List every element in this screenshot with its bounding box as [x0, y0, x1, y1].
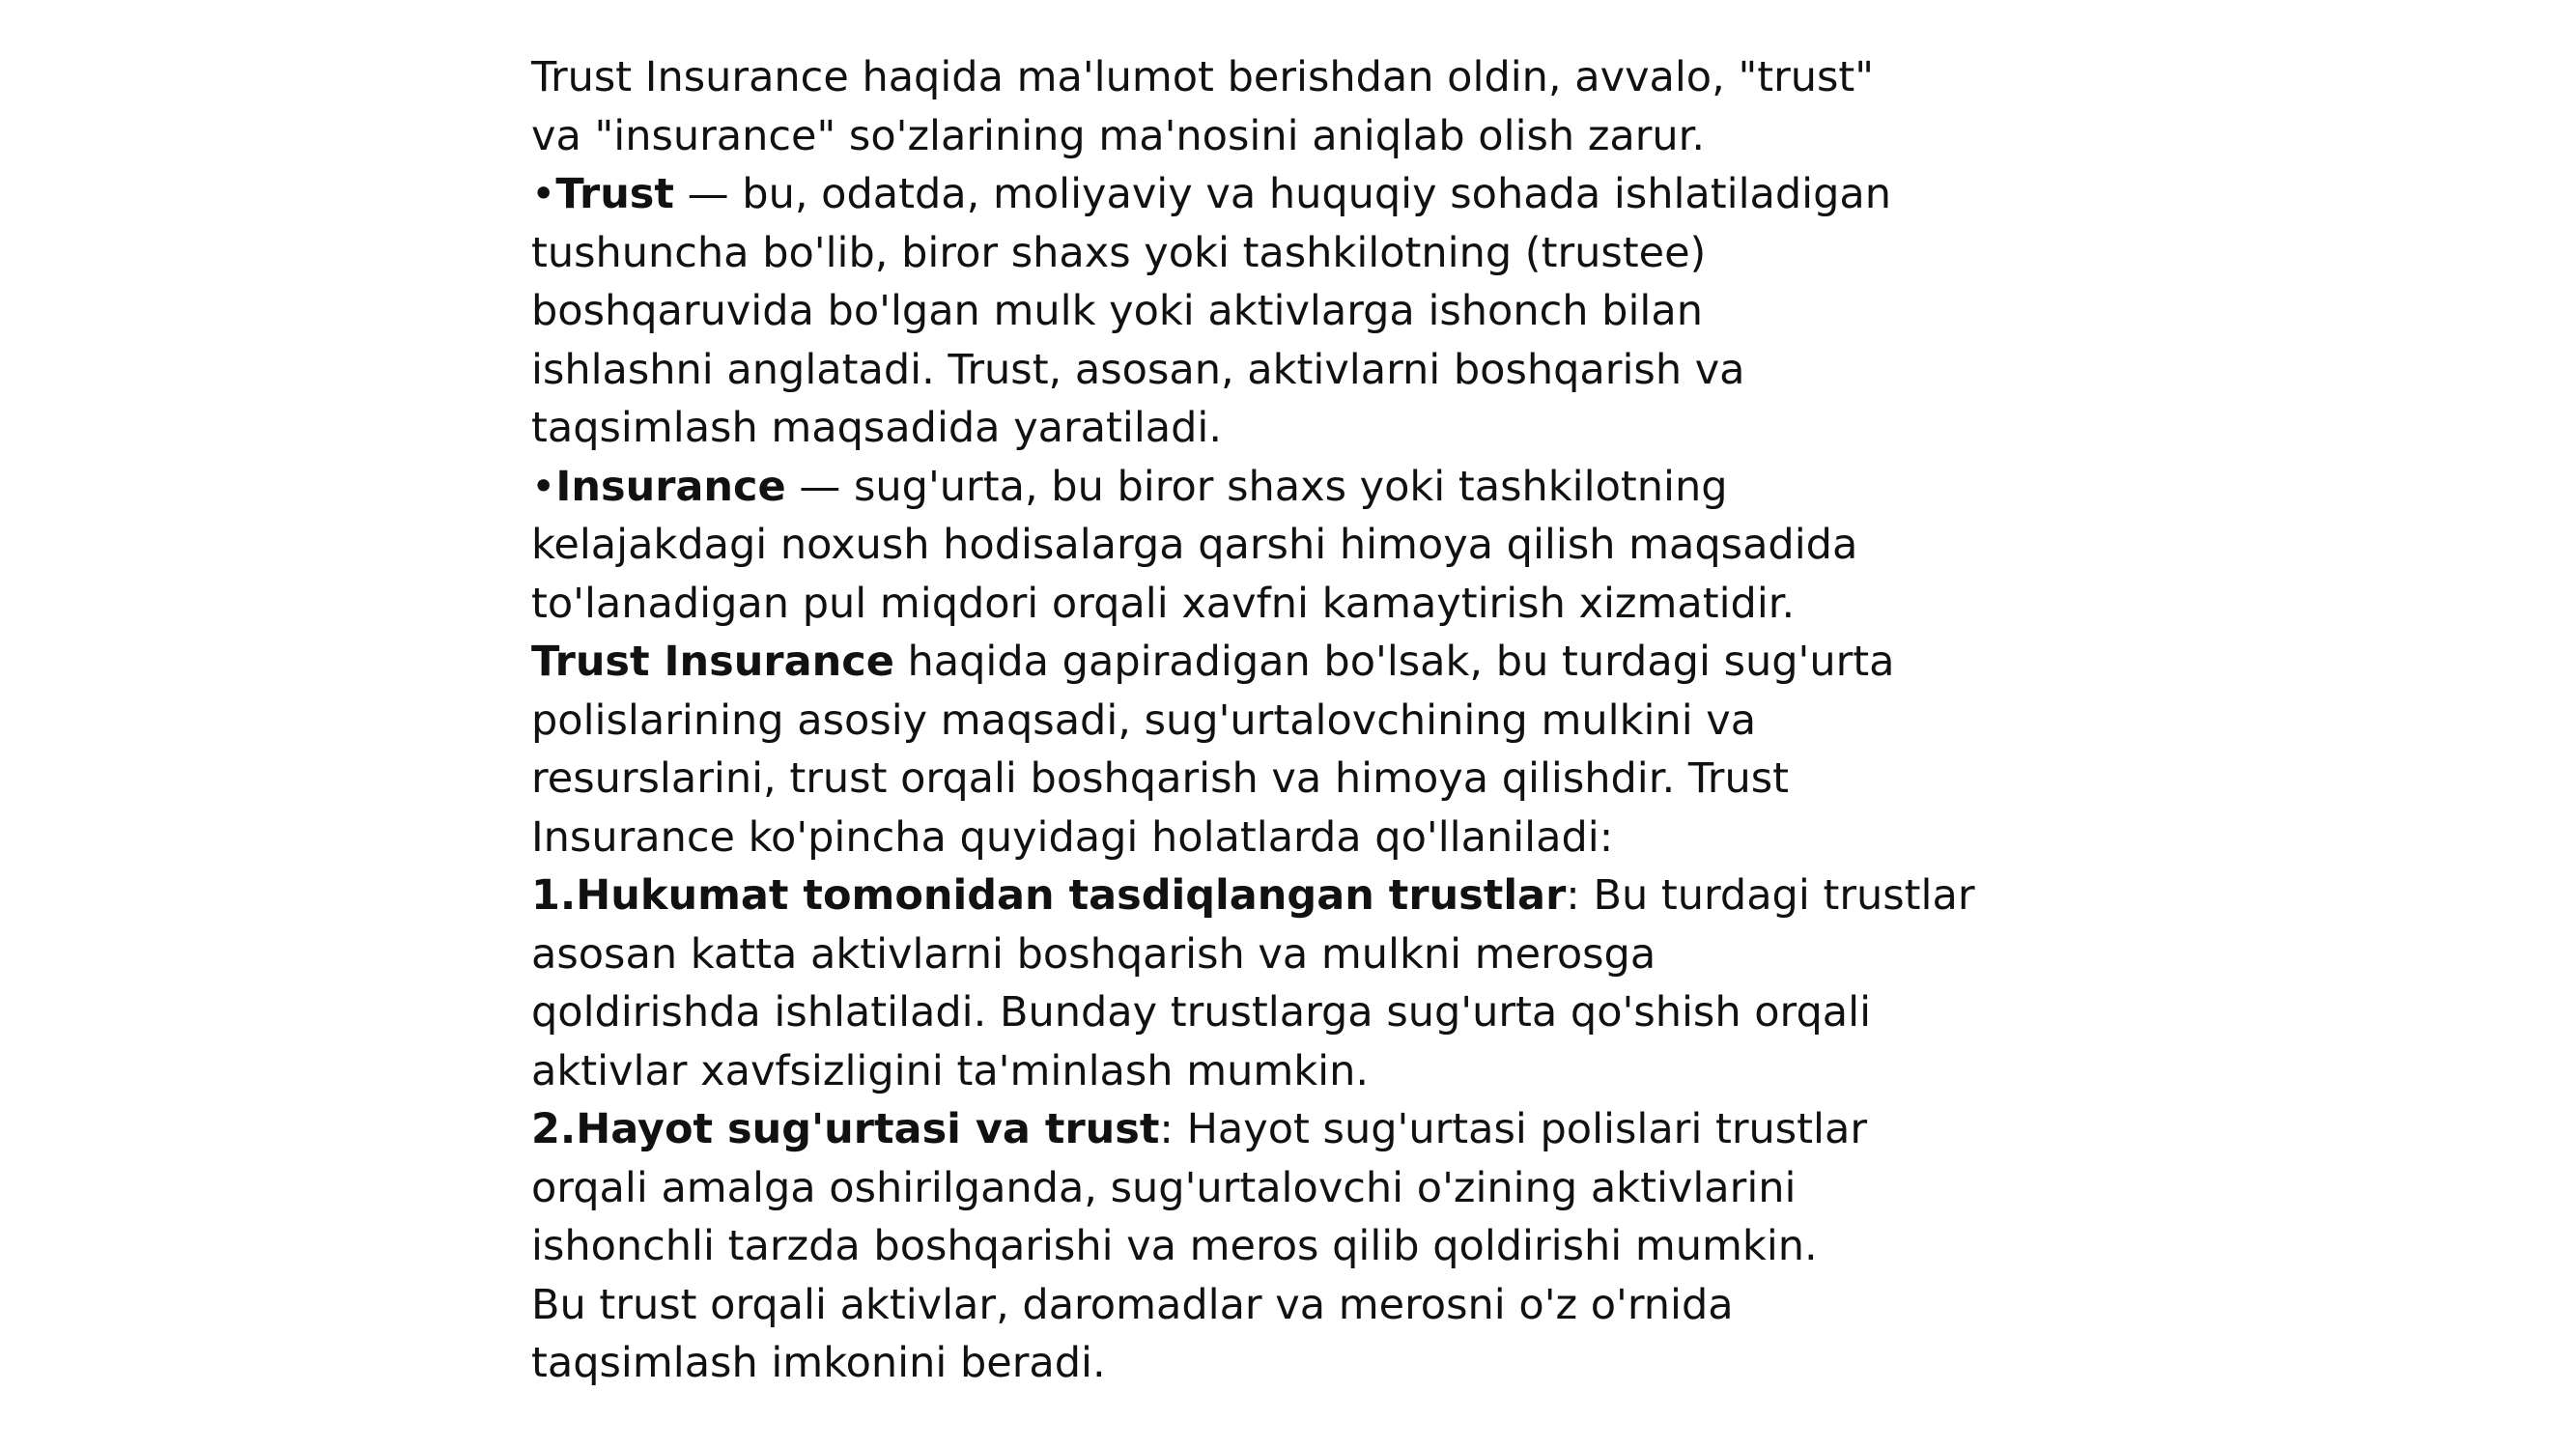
text-line: qoldirishda ishlatiladi. Bunday trustlarga sug'urta qo'shish orqali — [531, 988, 1872, 1037]
text-line-insurance-bullet: •Insurance — sug'urta, bu biror shaxs yoki tashkilotning — [531, 462, 1728, 511]
text-line-trust-bullet: •Trust — bu, odatda, moliyaviy va huquqiy sohada ishlatiladigan — [531, 170, 1892, 218]
text-line: resurslarini, trust orqali boshqarish va himoya qilishdir. Trust — [531, 754, 1789, 803]
body-text — [531, 48, 1975, 1393]
text-line: Bu trust orqali aktivlar, daromadlar va merosni o'z o'rnida — [531, 1280, 1734, 1329]
text-line: Trust Insurance haqida ma'lumot berishdan oldin, avvalo, "trust" — [531, 53, 1875, 101]
text-line: taqsimlash imkonini beradi. — [531, 1339, 1106, 1387]
term-insurance: Insurance — [555, 462, 786, 511]
text-line: orqali amalga oshirilganda, sug'urtalovchi o'zining aktivlarini — [531, 1163, 1797, 1212]
text-line: va "insurance" so'zlarining ma'nosini aniqlab olish zarur. — [531, 111, 1706, 160]
list-item-2: 2.Hayot sug'urtasi va trust: Hayot sug'urtasi polislari trustlar — [531, 1105, 1867, 1153]
text-line: to'lanadigan pul miqdori orqali xavfni kamaytirish xizmatidir. — [531, 579, 1796, 628]
list-item-1: 1.Hukumat tomonidan tasdiqlangan trustlar: Bu turdagi trustlar — [531, 871, 1975, 920]
list-item-1-title: 1.Hukumat tomonidan tasdiqlangan trustlar — [531, 871, 1567, 920]
bullet: • — [531, 462, 556, 511]
text-line: polislarining asosiy maqsadi, sug'urtalovchining mulkini va — [531, 696, 1757, 745]
bullet: • — [531, 170, 556, 218]
text-line: ishonchli tarzda boshqarishi va meros qilib qoldirishi mumkin. — [531, 1222, 1818, 1270]
text-line-trust-insurance: Trust Insurance haqida gapiradigan bo'lsak, bu turdagi sug'urta — [531, 638, 1895, 686]
list-item-2-title: 2.Hayot sug'urtasi va trust — [531, 1105, 1160, 1153]
text-line: taqsimlash maqsadida yaratiladi. — [531, 404, 1223, 452]
term-trust-insurance: Trust Insurance — [531, 638, 894, 686]
text-line: tushuncha bo'lib, biror shaxs yoki tashkilotning (trustee) — [531, 228, 1707, 277]
text-line: ishlashni anglatadi. Trust, asosan, aktivlarni boshqarish va — [531, 345, 1745, 394]
text-line: boshqaruvida bo'lgan mulk yoki aktivlarga ishonch bilan — [531, 287, 1703, 335]
term-trust: Trust — [555, 170, 674, 218]
text-line: kelajakdagi noxush hodisalarga qarshi himoya qilish maqsadida — [531, 521, 1858, 569]
text-line: Insurance ko'pincha quyidagi holatlarda qo'llaniladi: — [531, 812, 1614, 862]
text-line: aktivlar xavfsizligini ta'minlash mumkin. — [531, 1046, 1369, 1095]
text-line: asosan katta aktivlarni boshqarish va mulkni merosga — [531, 929, 1656, 979]
